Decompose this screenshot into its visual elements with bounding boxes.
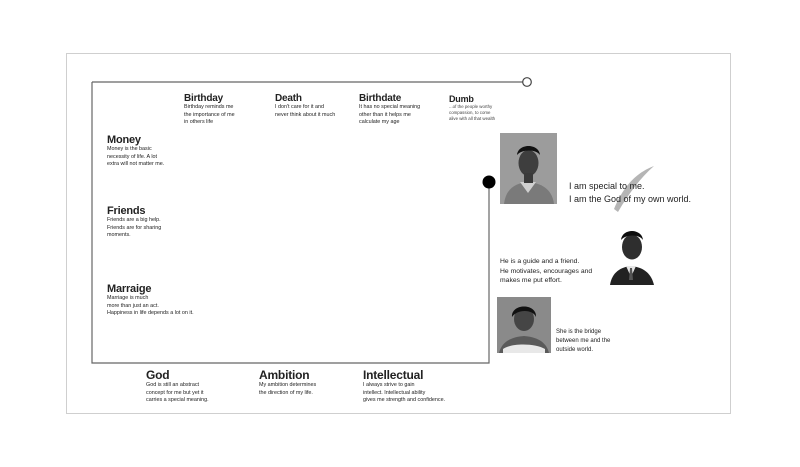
mother-caption: She is the bridge between me and the outside world. [556, 329, 611, 353]
birthday-block [184, 93, 235, 127]
ambition-block [259, 369, 316, 397]
birthday-heading: Birthday [184, 93, 223, 104]
father-caption: He is a guide and a friend. He motivates, encourages and makes me put effort. [500, 258, 593, 284]
birthday-text: Birthday reminds me the importance of me in others life [184, 104, 235, 125]
friends-heading: Friends [107, 205, 146, 217]
god-block [146, 369, 209, 405]
marraige-text: Marriage is much more than just an act. Happiness in life depends a lot on it. [107, 295, 194, 316]
dumb-block [449, 94, 495, 122]
death-heading: Death [275, 93, 302, 104]
open-circle-marker [523, 78, 532, 87]
money-text: Money is the basic necessity of life. A lot extra will not matter me. [107, 146, 165, 167]
money-heading: Money [107, 134, 141, 146]
money-block [107, 134, 164, 169]
self-portrait-photo [500, 133, 557, 204]
god-heading: God [146, 368, 170, 382]
dumb-text: ...of the people worthy compassion, to come alive with all that wealth [449, 104, 496, 121]
father-portrait-photo [606, 222, 656, 285]
friends-text: Friends are a big help. Friends are for sharing moments. [107, 217, 162, 238]
ambition-text: My ambition determines the direction of my life. [259, 382, 317, 396]
ambition-heading: Ambition [259, 368, 310, 382]
death-text: I don't care for it and never think about it much [275, 104, 336, 118]
intellectual-block [363, 369, 445, 405]
birthdate-heading: Birthdate [359, 93, 402, 104]
birthdate-text: It has no special meaning other than it helps me calculate my age [359, 104, 421, 125]
intellectual-text: I always strive to gain intellect. Intellectual ability gives me strength and confidence. [363, 382, 446, 403]
dumb-heading: Dumb [449, 94, 474, 104]
death-block [275, 93, 335, 119]
birthdate-block [359, 93, 420, 127]
self-caption: I am special to me. I am the God of my own world. [569, 181, 692, 204]
filled-circle-marker [483, 176, 496, 189]
intellectual-heading: Intellectual [363, 368, 424, 382]
marraige-heading: Marraige [107, 283, 152, 295]
mother-portrait-photo [497, 297, 551, 353]
friends-block [107, 205, 161, 240]
god-text: God is still an abstract concept for me but yet it carries a special meaning. [146, 382, 209, 403]
marraige-block [107, 283, 194, 318]
